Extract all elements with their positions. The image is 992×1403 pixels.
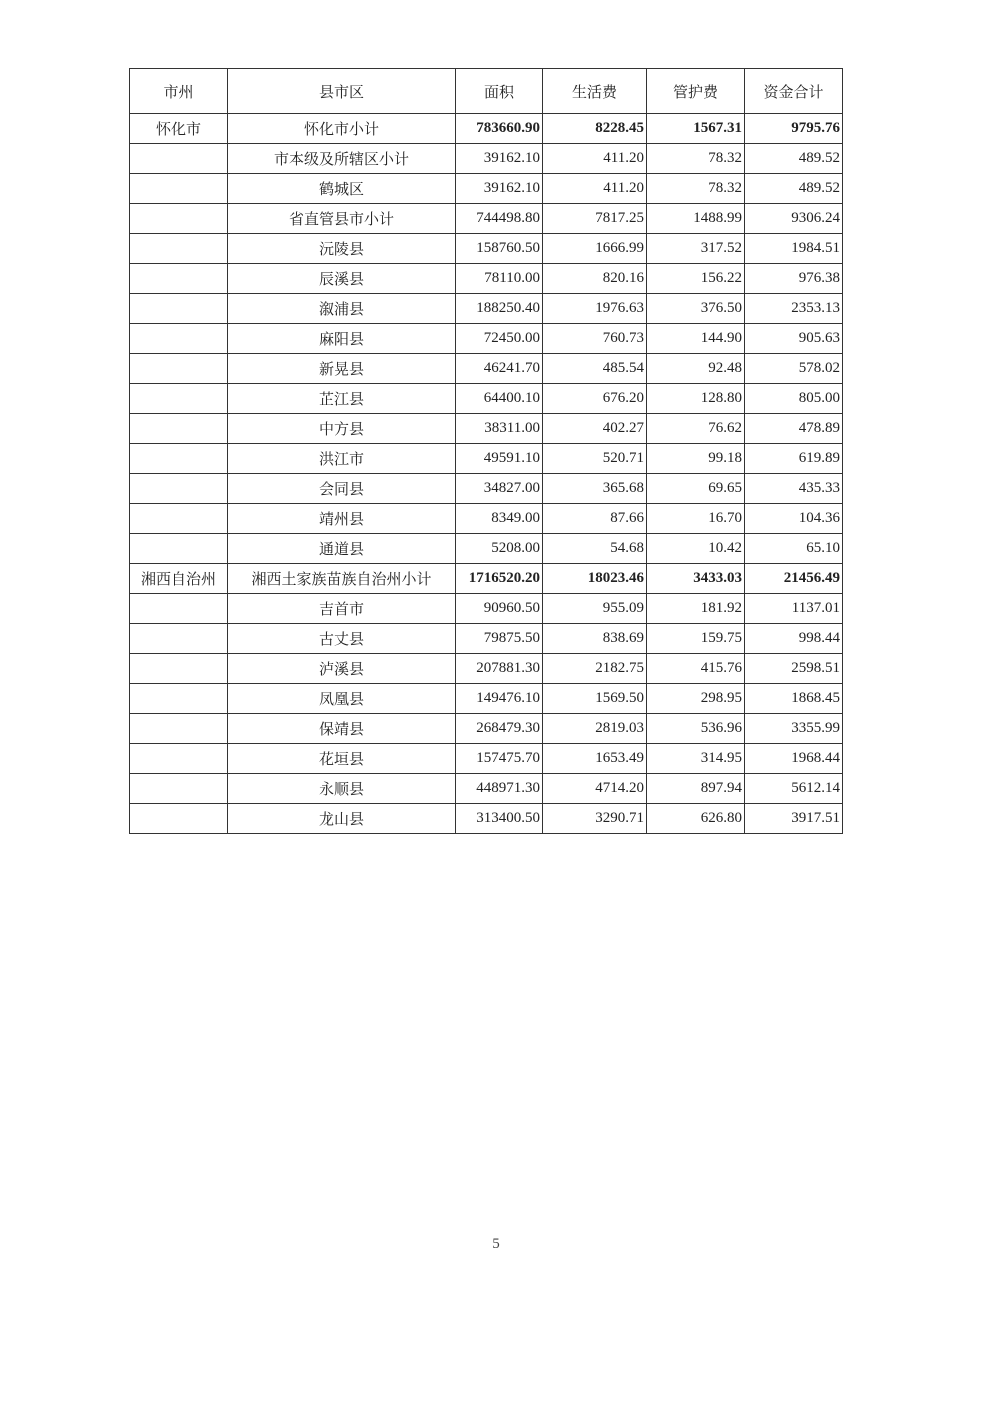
living-cost-cell: 1653.49 <box>543 744 647 774</box>
table-row <box>130 204 843 234</box>
area-cell: 39162.10 <box>456 174 543 204</box>
living-cost-cell: 1666.99 <box>543 234 647 264</box>
care-cost-cell: 144.90 <box>647 324 745 354</box>
area-cell: 5208.00 <box>456 534 543 564</box>
area-cell: 313400.50 <box>456 804 543 834</box>
table-row <box>130 234 843 264</box>
table-row <box>130 744 843 774</box>
area-cell: 46241.70 <box>456 354 543 384</box>
total-funds-cell: 805.00 <box>745 384 843 414</box>
county-cell: 湘西土家族苗族自治州小计 <box>228 564 456 594</box>
county-cell: 凤凰县 <box>228 684 456 714</box>
area-cell: 158760.50 <box>456 234 543 264</box>
area-cell: 34827.00 <box>456 474 543 504</box>
header-area: 面积 <box>456 69 543 114</box>
living-cost-cell: 1569.50 <box>543 684 647 714</box>
county-cell: 市本级及所辖区小计 <box>228 144 456 174</box>
care-cost-cell: 314.95 <box>647 744 745 774</box>
county-cell: 古丈县 <box>228 624 456 654</box>
table-row <box>130 804 843 834</box>
total-funds-cell: 489.52 <box>745 174 843 204</box>
county-cell: 永顺县 <box>228 774 456 804</box>
county-cell: 鹤城区 <box>228 174 456 204</box>
header-row <box>130 69 843 114</box>
header-city: 市州 <box>130 69 228 114</box>
table-row <box>130 654 843 684</box>
header-total-funds: 资金合计 <box>745 69 843 114</box>
total-funds-cell: 3917.51 <box>745 804 843 834</box>
living-cost-cell: 402.27 <box>543 414 647 444</box>
table-row <box>130 534 843 564</box>
table-row <box>130 294 843 324</box>
care-cost-cell: 156.22 <box>647 264 745 294</box>
total-funds-cell: 65.10 <box>745 534 843 564</box>
care-cost-cell: 78.32 <box>647 174 745 204</box>
city-cell <box>130 324 228 354</box>
table-row <box>130 144 843 174</box>
total-funds-cell: 21456.49 <box>745 564 843 594</box>
area-cell: 448971.30 <box>456 774 543 804</box>
total-funds-cell: 1968.44 <box>745 744 843 774</box>
city-cell <box>130 624 228 654</box>
city-cell <box>130 174 228 204</box>
living-cost-cell: 87.66 <box>543 504 647 534</box>
table-row <box>130 354 843 384</box>
area-cell: 39162.10 <box>456 144 543 174</box>
area-cell: 90960.50 <box>456 594 543 624</box>
table-row <box>130 174 843 204</box>
county-cell: 沅陵县 <box>228 234 456 264</box>
living-cost-cell: 411.20 <box>543 144 647 174</box>
city-cell <box>130 354 228 384</box>
total-funds-cell: 2353.13 <box>745 294 843 324</box>
care-cost-cell: 1567.31 <box>647 114 745 144</box>
living-cost-cell: 485.54 <box>543 354 647 384</box>
city-cell <box>130 714 228 744</box>
header-living-cost: 生活费 <box>543 69 647 114</box>
living-cost-cell: 54.68 <box>543 534 647 564</box>
area-cell: 157475.70 <box>456 744 543 774</box>
total-funds-cell: 976.38 <box>745 264 843 294</box>
county-cell: 吉首市 <box>228 594 456 624</box>
area-cell: 783660.90 <box>456 114 543 144</box>
living-cost-cell: 411.20 <box>543 174 647 204</box>
total-funds-cell: 9795.76 <box>745 114 843 144</box>
area-cell: 1716520.20 <box>456 564 543 594</box>
care-cost-cell: 897.94 <box>647 774 745 804</box>
total-funds-cell: 1868.45 <box>745 684 843 714</box>
area-cell: 78110.00 <box>456 264 543 294</box>
county-cell: 泸溪县 <box>228 654 456 684</box>
care-cost-cell: 181.92 <box>647 594 745 624</box>
care-cost-cell: 92.48 <box>647 354 745 384</box>
city-cell <box>130 774 228 804</box>
county-cell: 麻阳县 <box>228 324 456 354</box>
living-cost-cell: 520.71 <box>543 444 647 474</box>
care-cost-cell: 10.42 <box>647 534 745 564</box>
care-cost-cell: 78.32 <box>647 144 745 174</box>
care-cost-cell: 159.75 <box>647 624 745 654</box>
city-cell <box>130 804 228 834</box>
living-cost-cell: 676.20 <box>543 384 647 414</box>
living-cost-cell: 3290.71 <box>543 804 647 834</box>
living-cost-cell: 365.68 <box>543 474 647 504</box>
city-cell <box>130 654 228 684</box>
county-cell: 通道县 <box>228 534 456 564</box>
total-funds-cell: 1984.51 <box>745 234 843 264</box>
area-cell: 79875.50 <box>456 624 543 654</box>
care-cost-cell: 376.50 <box>647 294 745 324</box>
area-cell: 8349.00 <box>456 504 543 534</box>
city-cell: 湘西自治州 <box>130 564 228 594</box>
county-cell: 洪江市 <box>228 444 456 474</box>
city-cell <box>130 144 228 174</box>
total-funds-cell: 104.36 <box>745 504 843 534</box>
total-funds-cell: 435.33 <box>745 474 843 504</box>
table-row <box>130 474 843 504</box>
care-cost-cell: 76.62 <box>647 414 745 444</box>
area-cell: 49591.10 <box>456 444 543 474</box>
area-cell: 268479.30 <box>456 714 543 744</box>
table-header <box>130 69 843 114</box>
county-cell: 保靖县 <box>228 714 456 744</box>
city-cell <box>130 264 228 294</box>
county-cell: 辰溪县 <box>228 264 456 294</box>
table-row <box>130 114 843 144</box>
city-cell <box>130 444 228 474</box>
total-funds-cell: 619.89 <box>745 444 843 474</box>
care-cost-cell: 69.65 <box>647 474 745 504</box>
total-funds-cell: 5612.14 <box>745 774 843 804</box>
living-cost-cell: 8228.45 <box>543 114 647 144</box>
area-cell: 64400.10 <box>456 384 543 414</box>
city-cell <box>130 534 228 564</box>
county-cell: 龙山县 <box>228 804 456 834</box>
city-cell <box>130 744 228 774</box>
living-cost-cell: 2182.75 <box>543 654 647 684</box>
county-cell: 怀化市小计 <box>228 114 456 144</box>
table-body <box>130 114 843 834</box>
city-cell <box>130 504 228 534</box>
care-cost-cell: 626.80 <box>647 804 745 834</box>
living-cost-cell: 7817.25 <box>543 204 647 234</box>
living-cost-cell: 18023.46 <box>543 564 647 594</box>
table-row <box>130 414 843 444</box>
county-cell: 中方县 <box>228 414 456 444</box>
area-cell: 38311.00 <box>456 414 543 444</box>
total-funds-cell: 905.63 <box>745 324 843 354</box>
city-cell: 怀化市 <box>130 114 228 144</box>
living-cost-cell: 838.69 <box>543 624 647 654</box>
area-cell: 207881.30 <box>456 654 543 684</box>
header-county: 县市区 <box>228 69 456 114</box>
table-row <box>130 384 843 414</box>
table-row <box>130 564 843 594</box>
city-cell <box>130 294 228 324</box>
city-cell <box>130 384 228 414</box>
table-row <box>130 444 843 474</box>
care-cost-cell: 298.95 <box>647 684 745 714</box>
table-row <box>130 684 843 714</box>
table-row <box>130 594 843 624</box>
area-cell: 72450.00 <box>456 324 543 354</box>
table-row <box>130 774 843 804</box>
table-row <box>130 624 843 654</box>
city-cell <box>130 414 228 444</box>
table-row <box>130 504 843 534</box>
total-funds-cell: 3355.99 <box>745 714 843 744</box>
county-cell: 靖州县 <box>228 504 456 534</box>
total-funds-cell: 489.52 <box>745 144 843 174</box>
living-cost-cell: 955.09 <box>543 594 647 624</box>
total-funds-cell: 9306.24 <box>745 204 843 234</box>
city-cell <box>130 594 228 624</box>
area-cell: 744498.80 <box>456 204 543 234</box>
header-care-cost: 管护费 <box>647 69 745 114</box>
county-cell: 溆浦县 <box>228 294 456 324</box>
total-funds-cell: 2598.51 <box>745 654 843 684</box>
total-funds-cell: 578.02 <box>745 354 843 384</box>
total-funds-cell: 1137.01 <box>745 594 843 624</box>
county-cell: 会同县 <box>228 474 456 504</box>
total-funds-cell: 478.89 <box>745 414 843 444</box>
funding-table <box>129 68 843 834</box>
care-cost-cell: 16.70 <box>647 504 745 534</box>
care-cost-cell: 536.96 <box>647 714 745 744</box>
care-cost-cell: 1488.99 <box>647 204 745 234</box>
living-cost-cell: 2819.03 <box>543 714 647 744</box>
living-cost-cell: 4714.20 <box>543 774 647 804</box>
living-cost-cell: 760.73 <box>543 324 647 354</box>
area-cell: 188250.40 <box>456 294 543 324</box>
living-cost-cell: 820.16 <box>543 264 647 294</box>
city-cell <box>130 474 228 504</box>
care-cost-cell: 128.80 <box>647 384 745 414</box>
care-cost-cell: 317.52 <box>647 234 745 264</box>
county-cell: 芷江县 <box>228 384 456 414</box>
county-cell: 花垣县 <box>228 744 456 774</box>
city-cell <box>130 234 228 264</box>
table-row <box>130 324 843 354</box>
page-number: 5 <box>492 1236 500 1252</box>
county-cell: 省直管县市小计 <box>228 204 456 234</box>
table-row <box>130 714 843 744</box>
city-cell <box>130 684 228 714</box>
care-cost-cell: 3433.03 <box>647 564 745 594</box>
total-funds-cell: 998.44 <box>745 624 843 654</box>
care-cost-cell: 415.76 <box>647 654 745 684</box>
city-cell <box>130 204 228 234</box>
area-cell: 149476.10 <box>456 684 543 714</box>
living-cost-cell: 1976.63 <box>543 294 647 324</box>
care-cost-cell: 99.18 <box>647 444 745 474</box>
county-cell: 新晃县 <box>228 354 456 384</box>
table-row <box>130 264 843 294</box>
